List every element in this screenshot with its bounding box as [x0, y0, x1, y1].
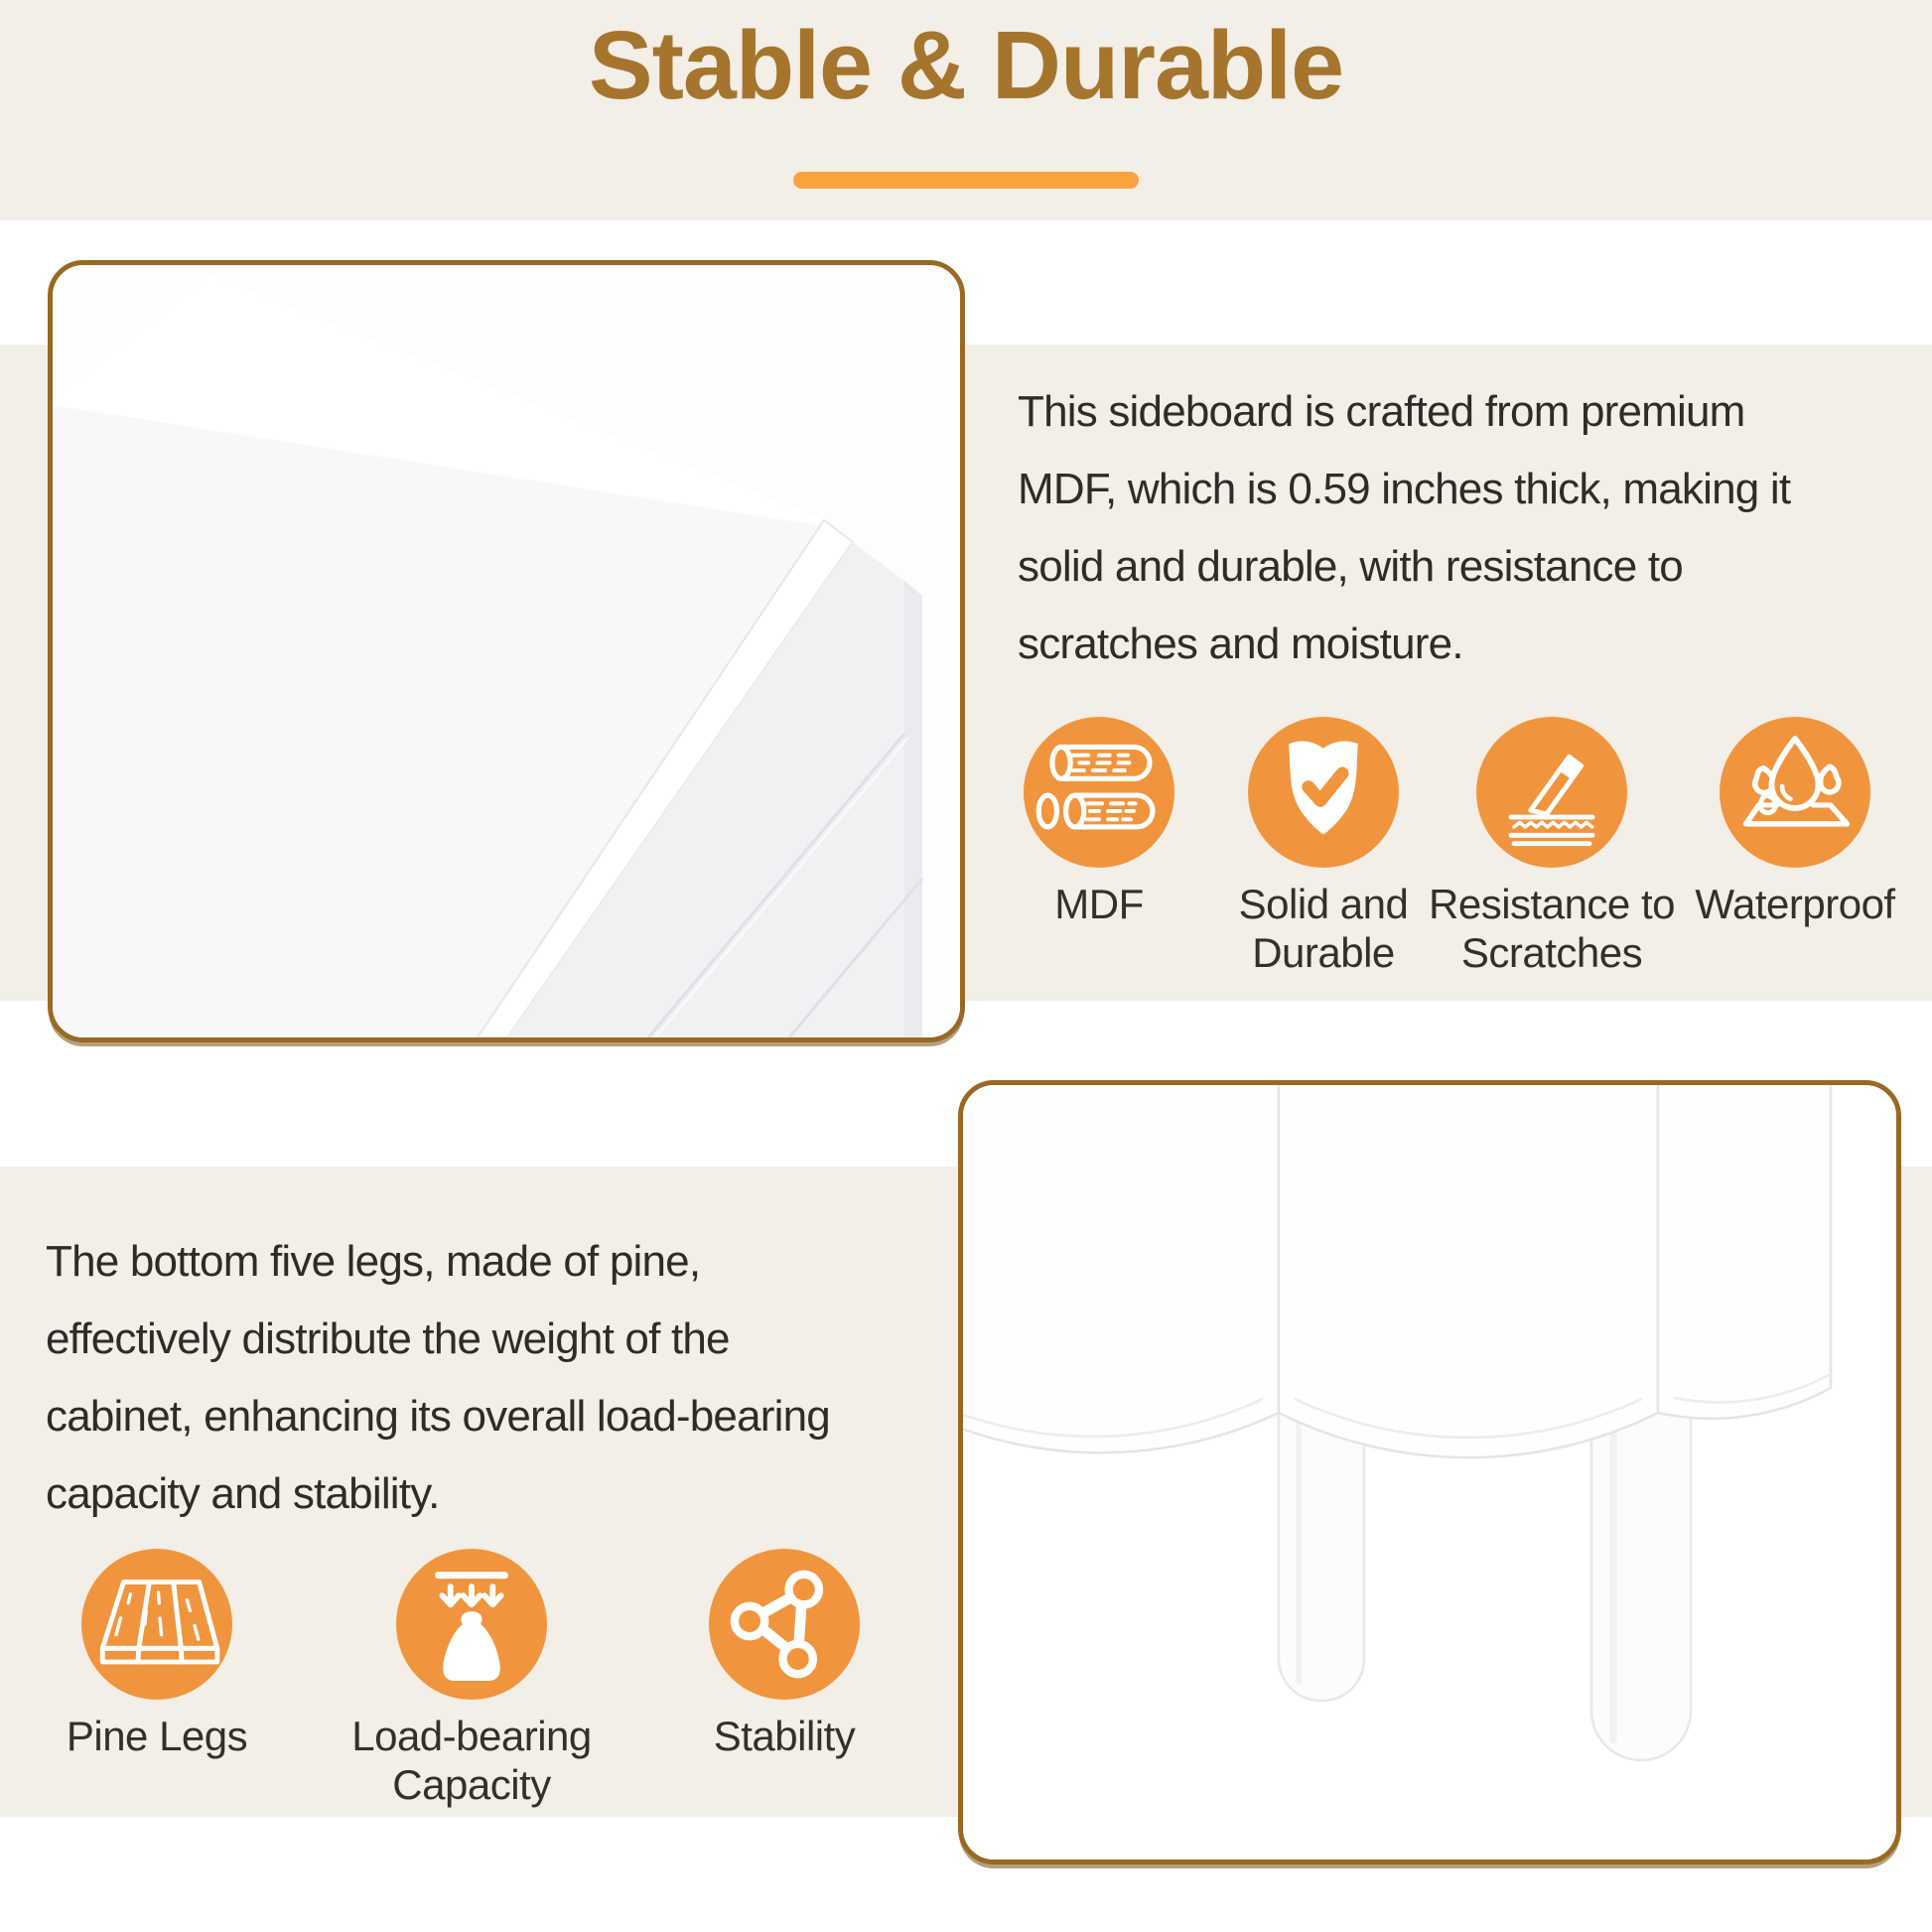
paragraph-line: scratches and moisture. — [1018, 620, 1463, 668]
feature-label: Waterproof — [1695, 881, 1895, 927]
feature-circle — [1720, 717, 1870, 868]
cabinet-legs-photo — [958, 1080, 1901, 1864]
feature-label: Pine Legs — [66, 1713, 248, 1759]
feature-pine-legs — [8, 1549, 306, 1760]
cabinet-corner-photo — [48, 260, 965, 1042]
scratch-resistance-icon — [1476, 717, 1627, 868]
wood-logs-icon — [1024, 717, 1174, 868]
feature-label: Stability — [713, 1713, 856, 1759]
stability-icon — [709, 1549, 860, 1700]
feature-label: Load-bearing Capacity — [351, 1713, 592, 1808]
feature-circle — [1248, 717, 1399, 868]
feature-circle — [1024, 717, 1174, 868]
shield-check-icon — [1248, 717, 1399, 868]
feature-circle — [709, 1549, 860, 1700]
paragraph-line: The bottom five legs, made of pine, — [46, 1237, 701, 1286]
feature-waterproof — [1646, 717, 1932, 928]
paragraph-line: This sideboard is crafted from premium — [1018, 387, 1745, 436]
feature-stability — [635, 1549, 933, 1760]
feature-circle — [81, 1549, 232, 1700]
paragraph-line: effectively distribute the weight of the — [46, 1314, 730, 1363]
cabinet-corner-illustration — [53, 265, 960, 1037]
feature-label: MDF — [1054, 881, 1144, 927]
feature-label: Resistance to Scratches — [1429, 881, 1675, 976]
title-underline — [793, 172, 1139, 189]
paragraph-line: cabinet, enhancing its overall load-bearing — [46, 1392, 830, 1441]
feature-load-bearing — [323, 1549, 621, 1809]
paragraph-line: capacity and stability. — [46, 1469, 440, 1518]
plank-floor-icon — [81, 1549, 232, 1700]
load-bearing-icon — [396, 1549, 547, 1700]
paragraph-line: solid and durable, with resistance to — [1018, 542, 1683, 591]
feature-circle — [396, 1549, 547, 1700]
page-title: Stable & Durable — [588, 11, 1344, 119]
feature-circle — [1476, 717, 1627, 868]
legs-paragraph — [46, 1223, 830, 1533]
waterproof-icon — [1720, 717, 1870, 868]
cabinet-legs-illustration — [963, 1085, 1896, 1860]
paragraph-line: MDF, which is 0.59 inches thick, making it — [1018, 465, 1791, 513]
feature-label: Solid and Durable — [1238, 881, 1409, 976]
material-paragraph — [1018, 373, 1790, 683]
